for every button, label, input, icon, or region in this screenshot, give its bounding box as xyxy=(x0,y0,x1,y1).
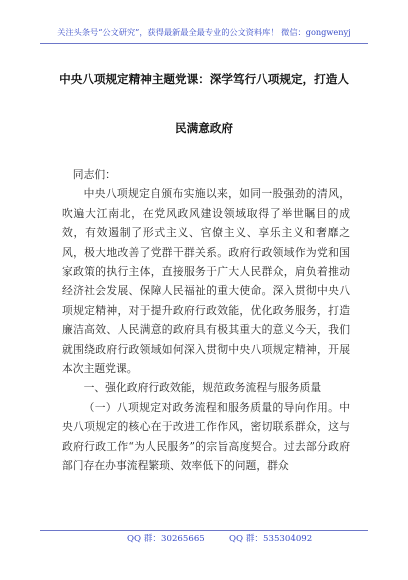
footer-divider xyxy=(40,530,368,531)
footer-qq-group-2: QQ 群：535304092 xyxy=(229,534,313,544)
footer-qq-group-1: QQ 群：30265665 xyxy=(127,534,205,544)
header-banner: 关注头条号“公文研究”，获得最新最全最专业的公文资料库！ 微信：gongwenyj xyxy=(57,27,351,37)
paragraph-section-1-1: （一）八项规定对政务流程和服务质量的导向作用。中央八项规定的核心在于改进工作作风，密切联系群众，这与政府行政工作“为人民服务”的宗旨高度契合。过去部分政府部门存在办事流程繁琐、效率低下的问题，群众 xyxy=(62,400,350,473)
document-title-line-1: 中央八项规定精神主题党课：深学笃行八项规定，打造人 xyxy=(59,72,349,86)
header-divider xyxy=(40,43,368,44)
salutation: 同志们： xyxy=(72,168,116,181)
document-title-line-2: 民满意政府 xyxy=(175,121,233,135)
document-body xyxy=(62,165,350,476)
paragraph-intro: 中央八项规定自颁布实施以来，如同一股强劲的清风，吹遍大江南北，在党风政风建设领域取得了举世瞩目的成效，有效遏制了形式主义、官僚主义、享乐主义和奢靡之风，极大地改善了党群干群关系。政府行政领域作为党和国家政策的执行主体，直接服务于广大人民群众，肩负着推动经济社会发展、保障人民福祉的重大使命。深入贯彻中央八项规定精神，对于提升政府行政效能，优化政务服务，打造廉洁高效、人民满意的政府具有极其重大的意义今天，我们就围绕政府行政领域如何深入贯彻中央八项规定精神，开展本次主题党课。 xyxy=(62,187,350,376)
section-heading-1: 一、强化政府行政效能，规范政务流程与服务质量 xyxy=(83,381,322,395)
